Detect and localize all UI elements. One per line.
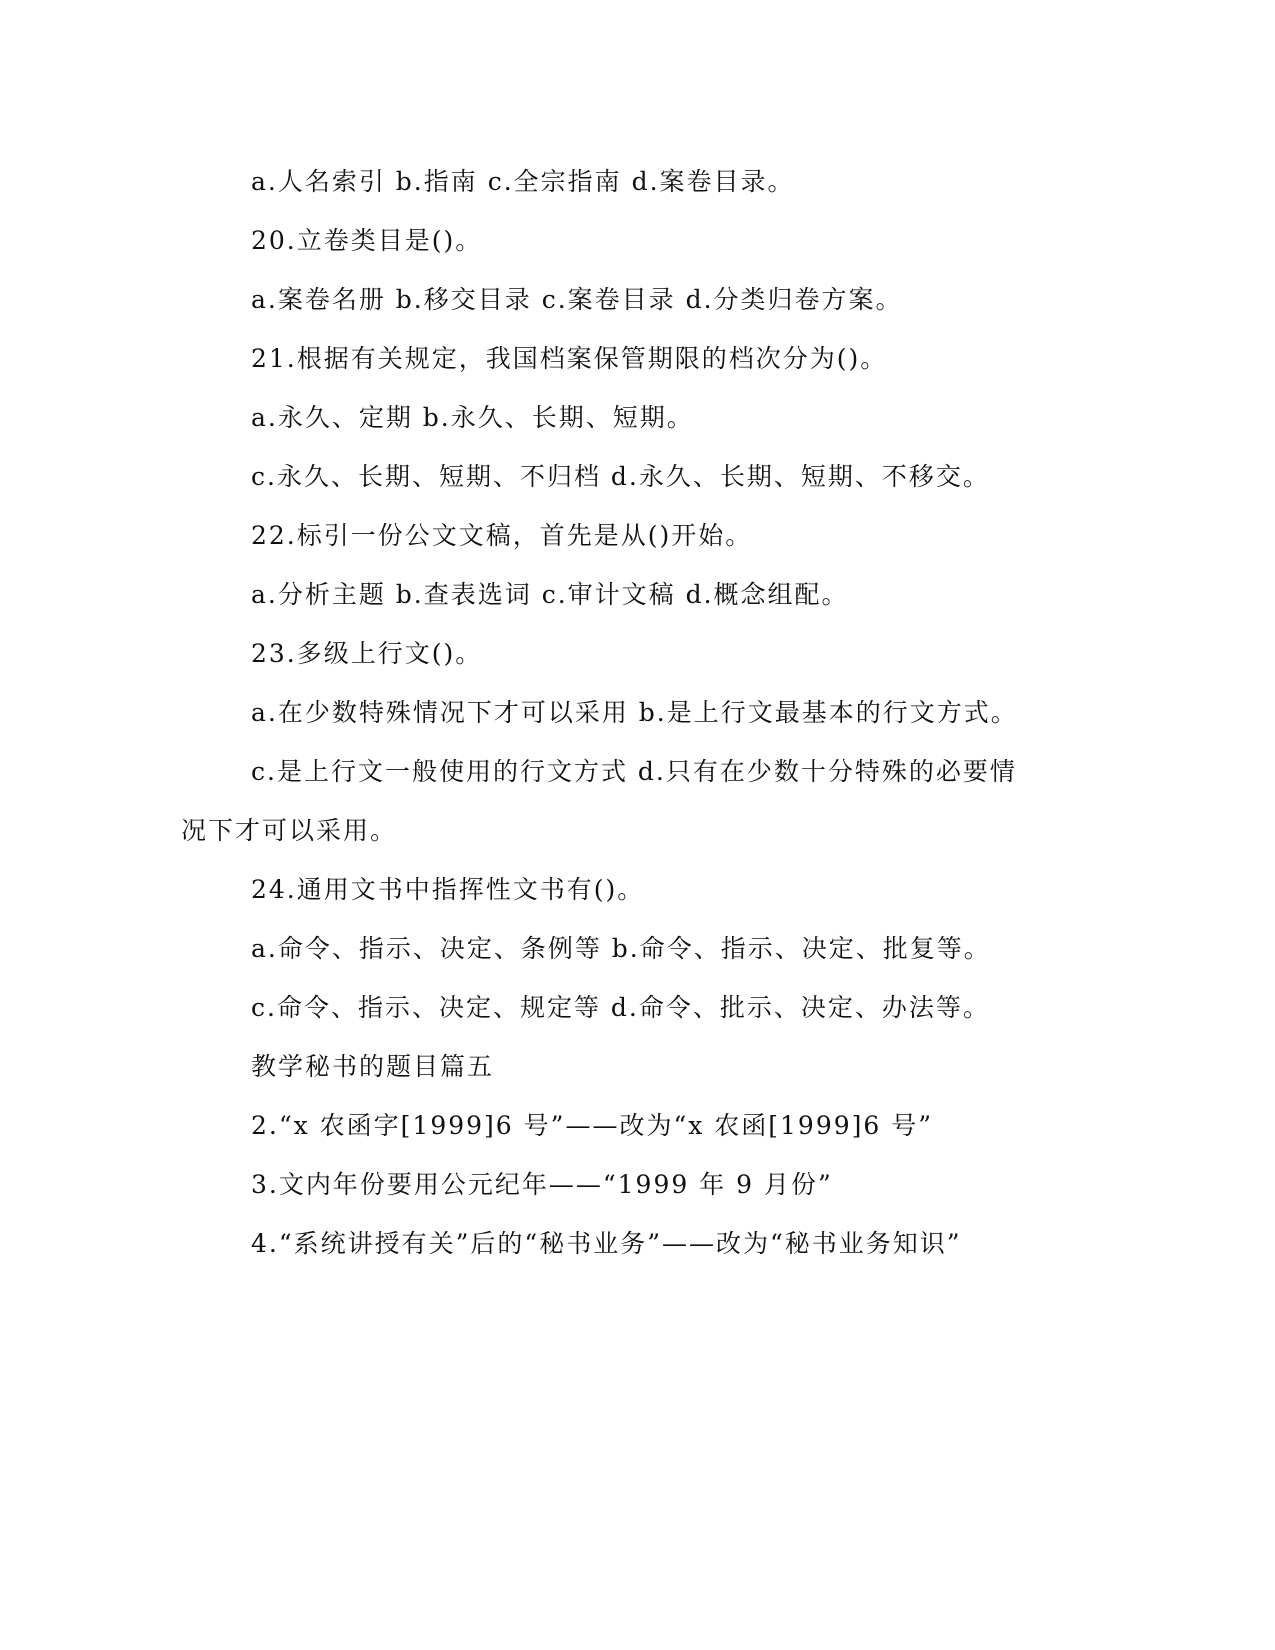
question-20: 20.立卷类目是()。 [251, 226, 483, 255]
section-heading: 教学秘书的题目篇五 [251, 1052, 495, 1081]
option-line-22: a.分析主题 b.查表选词 c.审计文稿 d.概念组配。 [251, 580, 849, 609]
correction-3: 3.文内年份要用公元纪年——“1999 年 9 月份” [251, 1170, 833, 1199]
option-line-20: a.案卷名册 b.移交目录 c.案卷目录 d.分类归卷方案。 [251, 285, 903, 314]
question-22: 22.标引一份公文文稿，首先是从()开始。 [251, 521, 753, 550]
option-line-21a: a.永久、定期 b.永久、长期、短期。 [251, 403, 694, 432]
option-line-24a: a.命令、指示、决定、条例等 b.命令、指示、决定、批复等。 [251, 934, 991, 963]
option-line-21b: c.永久、长期、短期、不归档 d.永久、长期、短期、不移交。 [251, 462, 990, 491]
correction-2: 2.“x 农函字[1999]6 号”——改为“x 农函[1999]6 号” [251, 1111, 934, 1140]
correction-4: 4.“系统讲授有关”后的“秘书业务”——改为“秘书业务知识” [251, 1229, 962, 1258]
option-line-24b: c.命令、指示、决定、规定等 d.命令、批示、决定、办法等。 [251, 993, 990, 1022]
option-line-23a: a.在少数特殊情况下才可以采用 b.是上行文最基本的行文方式。 [251, 698, 1018, 727]
option-line-23b: c.是上行文一般使用的行文方式 d.只有在少数十分特殊的必要情 [251, 757, 1017, 786]
option-line-19: a.人名索引 b.指南 c.全宗指南 d.案卷目录。 [251, 167, 795, 196]
question-21: 21.根据有关规定，我国档案保管期限的档次分为()。 [251, 344, 888, 373]
question-24: 24.通用文书中指挥性文书有()。 [251, 875, 645, 904]
option-line-23b-continued: 况下才可以采用。 [181, 816, 398, 845]
question-23: 23.多级上行文()。 [251, 639, 483, 668]
